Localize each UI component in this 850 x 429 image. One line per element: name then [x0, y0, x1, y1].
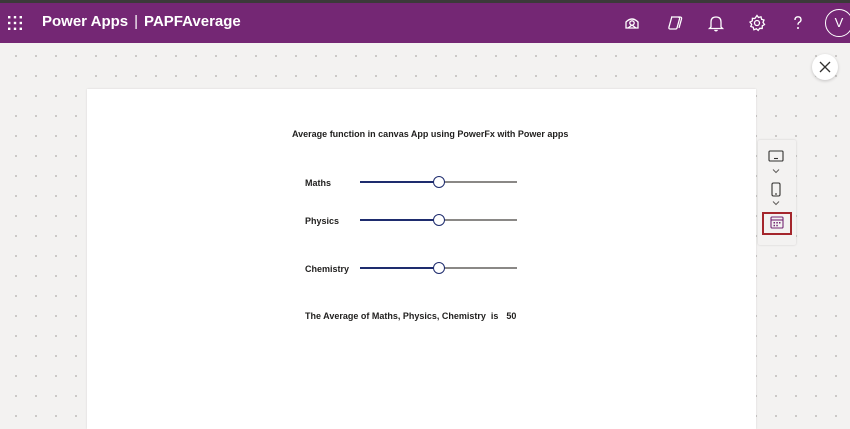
- screen-layout-panel: [758, 140, 796, 245]
- chevron-down-icon[interactable]: [772, 200, 780, 206]
- environment-icon[interactable]: [622, 13, 642, 33]
- slider-thumb[interactable]: [433, 262, 445, 274]
- user-avatar[interactable]: V: [825, 9, 850, 37]
- average-result-value: 50: [506, 311, 517, 321]
- slider-fill: [360, 267, 439, 269]
- maths-label: Maths: [305, 178, 332, 188]
- maths-slider[interactable]: [360, 175, 517, 189]
- slider-fill: [360, 181, 439, 183]
- physics-slider[interactable]: [360, 213, 517, 227]
- brand: [42, 13, 241, 30]
- average-result: [305, 311, 516, 321]
- help-icon[interactable]: [788, 13, 808, 33]
- bell-icon[interactable]: [706, 13, 726, 33]
- copilot-icon[interactable]: [665, 13, 685, 33]
- app-canvas: [87, 89, 756, 429]
- close-button[interactable]: [812, 54, 838, 80]
- canvas-title: Average function in canvas App using PowerFx with Power apps: [292, 129, 569, 139]
- slider-thumb[interactable]: [433, 176, 445, 188]
- tablet-landscape-icon[interactable]: [768, 150, 784, 163]
- gear-icon[interactable]: [747, 13, 767, 33]
- physics-label: Physics: [305, 216, 340, 226]
- slider-fill: [360, 219, 439, 221]
- waffle-icon[interactable]: [7, 15, 23, 31]
- slider-thumb[interactable]: [433, 214, 445, 226]
- chevron-down-icon[interactable]: [772, 168, 780, 174]
- close-icon: [819, 61, 831, 73]
- average-result-label: The Average of Maths, Physics, Chemistry is: [305, 311, 499, 321]
- chemistry-label: Chemistry: [305, 264, 350, 274]
- app-header: [0, 3, 850, 43]
- brand-separator: |: [134, 13, 139, 30]
- calendar-icon[interactable]: [770, 215, 784, 229]
- app-title: PAPFAverage: [144, 13, 241, 30]
- phone-icon[interactable]: [771, 182, 781, 197]
- app-name[interactable]: Power Apps: [42, 13, 129, 30]
- chemistry-slider[interactable]: [360, 261, 517, 275]
